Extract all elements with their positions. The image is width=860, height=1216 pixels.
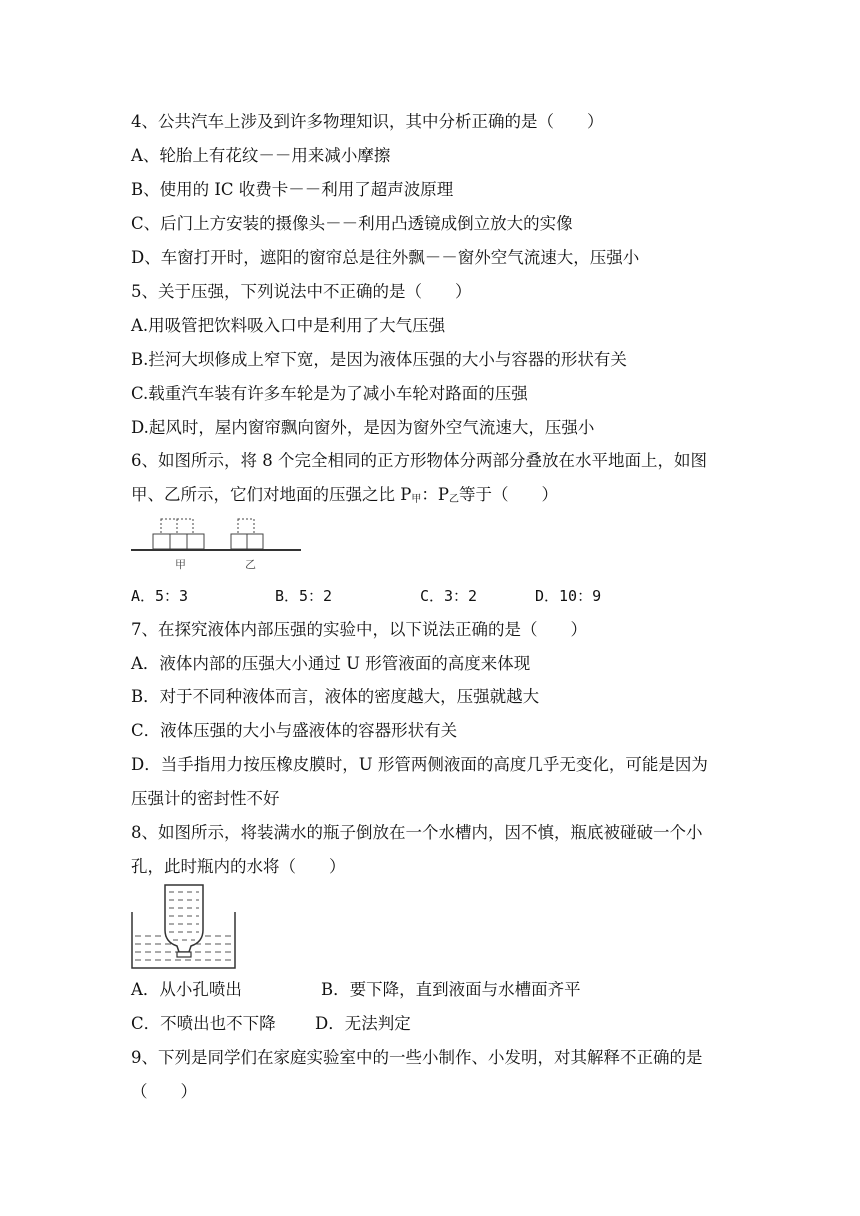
q6-option-b: B．5：2 <box>275 587 333 605</box>
q6-figure-stacked-cubes <box>131 512 301 574</box>
q8-option-c: C．不喷出也不下降 <box>131 1014 276 1033</box>
q8-figure-inverted-bottle <box>131 884 239 970</box>
q7-option-c: C．液体压强的大小与盛液体的容器形状有关 <box>131 721 458 740</box>
q7-option-d-cont: 压强计的密封性不好 <box>131 789 280 808</box>
q5-option-a: A.用吸管把饮料吸入口中是利用了大气压强 <box>131 316 446 335</box>
q8-stem-line2: 孔，此时瓶内的水将（ ） <box>131 857 346 876</box>
q7-option-a: A．液体内部的压强大小通过 U 形管液面的高度来体现 <box>131 654 531 673</box>
q4-option-a: A、轮胎上有花纹－－用来减小摩擦 <box>131 146 391 165</box>
q6-options <box>131 585 691 607</box>
q6-stem-line2 <box>131 484 558 511</box>
q6-stem-line2-a: 甲、乙所示，它们对地面的压强之比 P <box>131 485 412 504</box>
q5-option-d: D.起风时，屋内窗帘飘向窗外，是因为窗外空气流速大，压强小 <box>131 418 595 437</box>
q6-option-d: D．10：9 <box>535 587 602 605</box>
q5-option-b: B.拦河大坝修成上窄下宽，是因为液体压强的大小与容器的形状有关 <box>131 350 627 369</box>
q9-stem-line1: 9、下列是同学们在家庭实验室中的一些小制作、小发明，对其解释不正确的是 <box>131 1048 703 1067</box>
q4-option-d: D、车窗打开时，遮阳的窗帘总是往外飘－－窗外空气流速大，压强小 <box>131 248 640 267</box>
q7-stem: 7、在探究液体内部压强的实验中，以下说法正确的是（ ） <box>131 620 587 639</box>
q7-option-b: B．对于不同种液体而言，液体的密度越大，压强就越大 <box>131 687 540 706</box>
q6-sub-jia: 甲 <box>411 494 422 505</box>
q4-option-c: C、后门上方安装的摄像头－－利用凸透镜成倒立放大的实像 <box>131 214 573 233</box>
q6-figure-label-jia: 甲 <box>175 558 186 571</box>
q5-option-c: C.载重汽车装有许多车轮是为了减小车轮对路面的压强 <box>131 384 528 403</box>
q6-figure-label-yi: 乙 <box>245 558 256 571</box>
q8-options-row1 <box>131 979 731 1001</box>
q6-colon: ：P <box>421 485 449 504</box>
q6-stem-line1: 6、如图所示，将 8 个完全相同的正方形物体分两部分叠放在水平地面上，如图 <box>131 451 707 470</box>
q6-sub-yi: 乙 <box>448 494 459 505</box>
q4-stem: 4、公共汽车上涉及到许多物理知识，其中分析正确的是（ ） <box>131 112 604 131</box>
q8-option-d: D．无法判定 <box>315 1014 411 1033</box>
q6-option-a: A．5：3 <box>131 587 189 605</box>
q4-option-b: B、使用的 IC 收费卡－－利用了超声波原理 <box>131 180 454 199</box>
q9-stem-line2: （ ） <box>131 1082 197 1101</box>
q8-option-a: A．从小孔喷出 <box>131 980 242 999</box>
q8-option-b: B．要下降，直到液面与水槽面齐平 <box>321 980 581 999</box>
q7-option-d: D．当手指用力按压橡皮膜时，U 形管两侧液面的高度几乎无变化，可能是因为 <box>131 755 708 774</box>
q6-option-c: C．3：2 <box>420 587 478 605</box>
q6-stem-line2-b: 等于（ ） <box>458 485 558 504</box>
q8-stem-line1: 8、如图所示，将装满水的瓶子倒放在一个水槽内，因不慎，瓶底被碰破一个小 <box>131 823 703 842</box>
q8-options-row2 <box>131 1013 731 1035</box>
q5-stem: 5、关于压强，下列说法中不正确的是（ ） <box>131 282 472 301</box>
